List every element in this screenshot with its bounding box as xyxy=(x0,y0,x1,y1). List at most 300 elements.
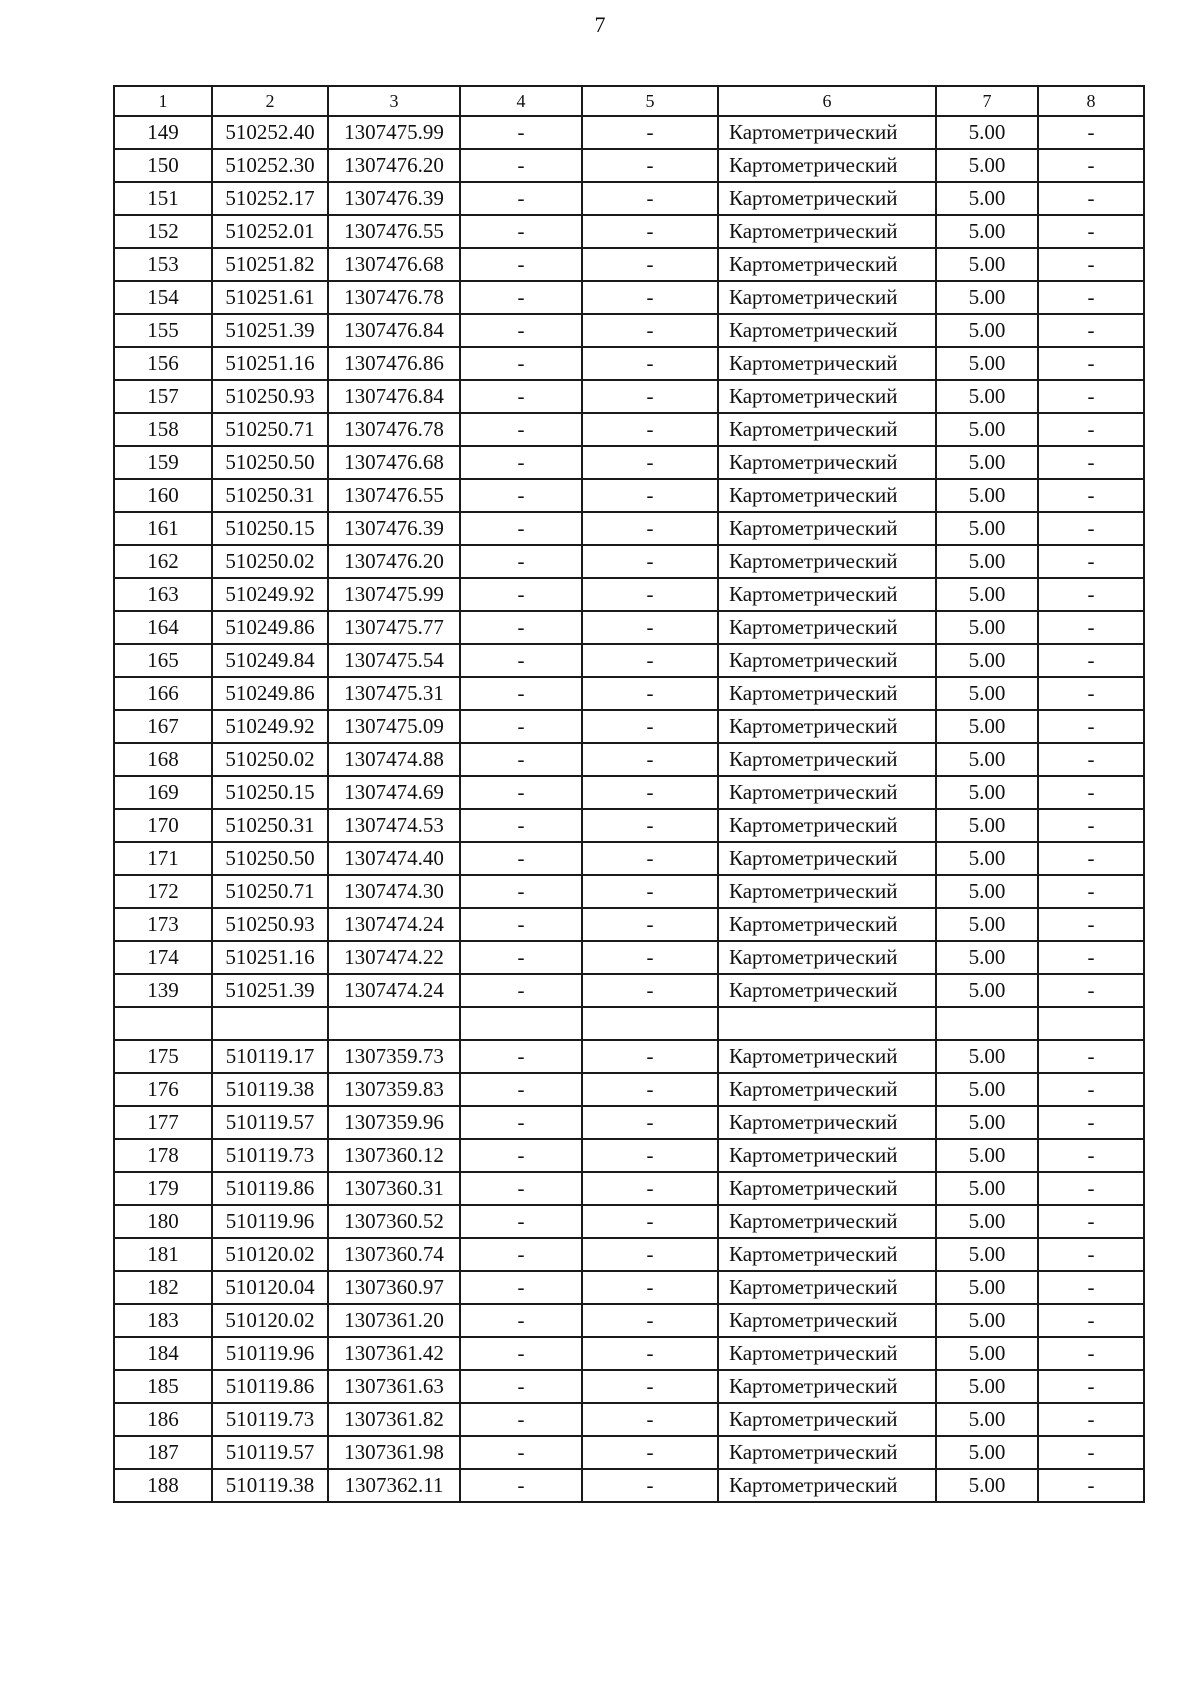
x-coordinate-cell: 510250.15 xyxy=(212,512,328,545)
y-coordinate-cell: 1307476.39 xyxy=(328,512,460,545)
accuracy-cell: 5.00 xyxy=(936,743,1038,776)
point-number-cell: 153 xyxy=(114,248,212,281)
point-number-cell: 173 xyxy=(114,908,212,941)
column-8-cell: - xyxy=(1038,545,1144,578)
column-8-cell: - xyxy=(1038,578,1144,611)
accuracy-cell: 5.00 xyxy=(936,1073,1038,1106)
column-5-cell: - xyxy=(582,1238,718,1271)
table-row xyxy=(114,215,1144,248)
method-cell: Картометрический xyxy=(718,1403,936,1436)
method-cell: Картометрический xyxy=(718,1271,936,1304)
accuracy-cell: 5.00 xyxy=(936,809,1038,842)
column-5-cell xyxy=(582,1007,718,1040)
column-5-cell: - xyxy=(582,776,718,809)
column-5-cell: - xyxy=(582,644,718,677)
column-4-cell: - xyxy=(460,743,582,776)
method-cell: Картометрический xyxy=(718,710,936,743)
accuracy-cell: 5.00 xyxy=(936,512,1038,545)
point-number-cell: 149 xyxy=(114,116,212,149)
y-coordinate-cell: 1307362.11 xyxy=(328,1469,460,1502)
method-cell: Картометрический xyxy=(718,314,936,347)
column-8-cell: - xyxy=(1038,941,1144,974)
accuracy-cell: 5.00 xyxy=(936,941,1038,974)
accuracy-cell: 5.00 xyxy=(936,1469,1038,1502)
column-5-cell: - xyxy=(582,446,718,479)
x-coordinate-cell: 510250.50 xyxy=(212,446,328,479)
column-5-cell: - xyxy=(582,413,718,446)
column-4-cell: - xyxy=(460,875,582,908)
column-8-cell: - xyxy=(1038,215,1144,248)
column-5-cell: - xyxy=(582,545,718,578)
accuracy-cell: 5.00 xyxy=(936,413,1038,446)
table-row xyxy=(114,1238,1144,1271)
column-4-cell: - xyxy=(460,677,582,710)
column-8-cell: - xyxy=(1038,380,1144,413)
x-coordinate-cell: 510119.96 xyxy=(212,1337,328,1370)
x-coordinate-cell: 510250.71 xyxy=(212,875,328,908)
table-row xyxy=(114,479,1144,512)
x-coordinate-cell: 510250.15 xyxy=(212,776,328,809)
method-cell: Картометрический xyxy=(718,1205,936,1238)
y-coordinate-cell: 1307476.68 xyxy=(328,446,460,479)
table-row xyxy=(114,314,1144,347)
column-8-cell: - xyxy=(1038,809,1144,842)
point-number-cell: 178 xyxy=(114,1139,212,1172)
table-row xyxy=(114,1304,1144,1337)
y-coordinate-cell: 1307475.31 xyxy=(328,677,460,710)
table-row xyxy=(114,1040,1144,1073)
x-coordinate-cell: 510250.31 xyxy=(212,479,328,512)
method-cell: Картометрический xyxy=(718,1436,936,1469)
table-row xyxy=(114,281,1144,314)
column-4-cell: - xyxy=(460,380,582,413)
column-8-cell: - xyxy=(1038,1205,1144,1238)
column-5-cell: - xyxy=(582,677,718,710)
column-4-cell: - xyxy=(460,446,582,479)
table-row xyxy=(114,347,1144,380)
column-5-cell: - xyxy=(582,380,718,413)
accuracy-cell: 5.00 xyxy=(936,182,1038,215)
x-coordinate-cell: 510119.57 xyxy=(212,1106,328,1139)
column-5-cell: - xyxy=(582,149,718,182)
column-5-cell: - xyxy=(582,1370,718,1403)
y-coordinate-cell: 1307476.84 xyxy=(328,314,460,347)
column-8-cell: - xyxy=(1038,1238,1144,1271)
column-5-cell: - xyxy=(582,1337,718,1370)
column-8-cell: - xyxy=(1038,1040,1144,1073)
accuracy-cell: 5.00 xyxy=(936,545,1038,578)
point-number-cell: 152 xyxy=(114,215,212,248)
column-4-cell: - xyxy=(460,710,582,743)
method-cell: Картометрический xyxy=(718,1139,936,1172)
point-number-cell: 176 xyxy=(114,1073,212,1106)
column-8-cell: - xyxy=(1038,644,1144,677)
column-header: 8 xyxy=(1038,86,1144,116)
y-coordinate-cell: 1307474.24 xyxy=(328,908,460,941)
x-coordinate-cell: 510251.16 xyxy=(212,347,328,380)
column-4-cell: - xyxy=(460,1238,582,1271)
column-4-cell: - xyxy=(460,1436,582,1469)
column-8-cell: - xyxy=(1038,446,1144,479)
x-coordinate-cell: 510250.02 xyxy=(212,743,328,776)
column-4-cell: - xyxy=(460,545,582,578)
x-coordinate-cell: 510251.16 xyxy=(212,941,328,974)
point-number-cell: 158 xyxy=(114,413,212,446)
column-8-cell: - xyxy=(1038,1271,1144,1304)
x-coordinate-cell: 510252.30 xyxy=(212,149,328,182)
table-row xyxy=(114,1172,1144,1205)
column-4-cell: - xyxy=(460,1337,582,1370)
method-cell xyxy=(718,1007,936,1040)
y-coordinate-cell: 1307474.69 xyxy=(328,776,460,809)
accuracy-cell: 5.00 xyxy=(936,776,1038,809)
table-row xyxy=(114,776,1144,809)
column-4-cell: - xyxy=(460,809,582,842)
point-number-cell: 150 xyxy=(114,149,212,182)
column-8-cell: - xyxy=(1038,248,1144,281)
column-4-cell: - xyxy=(460,182,582,215)
method-cell: Картометрический xyxy=(718,380,936,413)
table-row xyxy=(114,743,1144,776)
table-row xyxy=(114,512,1144,545)
x-coordinate-cell: 510249.92 xyxy=(212,710,328,743)
y-coordinate-cell: 1307361.82 xyxy=(328,1403,460,1436)
column-4-cell: - xyxy=(460,347,582,380)
y-coordinate-cell: 1307360.74 xyxy=(328,1238,460,1271)
method-cell: Картометрический xyxy=(718,479,936,512)
method-cell: Картометрический xyxy=(718,1172,936,1205)
table-row xyxy=(114,545,1144,578)
method-cell: Картометрический xyxy=(718,875,936,908)
column-5-cell: - xyxy=(582,1040,718,1073)
method-cell: Картометрический xyxy=(718,842,936,875)
column-8-cell: - xyxy=(1038,149,1144,182)
column-8-cell: - xyxy=(1038,1106,1144,1139)
column-4-cell: - xyxy=(460,1469,582,1502)
table-row xyxy=(114,1106,1144,1139)
coordinates-table xyxy=(113,85,1145,1503)
x-coordinate-cell: 510119.96 xyxy=(212,1205,328,1238)
column-5-cell: - xyxy=(582,875,718,908)
column-8-cell: - xyxy=(1038,512,1144,545)
column-5-cell: - xyxy=(582,248,718,281)
column-5-cell: - xyxy=(582,974,718,1007)
column-4-cell: - xyxy=(460,248,582,281)
method-cell: Картометрический xyxy=(718,677,936,710)
column-5-cell: - xyxy=(582,1304,718,1337)
column-4-cell: - xyxy=(460,644,582,677)
point-number-cell xyxy=(114,1007,212,1040)
column-8-cell: - xyxy=(1038,1073,1144,1106)
accuracy-cell: 5.00 xyxy=(936,380,1038,413)
column-5-cell: - xyxy=(582,1172,718,1205)
point-number-cell: 156 xyxy=(114,347,212,380)
column-8-cell: - xyxy=(1038,1139,1144,1172)
y-coordinate-cell: 1307359.83 xyxy=(328,1073,460,1106)
y-coordinate-cell: 1307359.73 xyxy=(328,1040,460,1073)
column-5-cell: - xyxy=(582,1403,718,1436)
y-coordinate-cell: 1307474.53 xyxy=(328,809,460,842)
y-coordinate-cell: 1307360.97 xyxy=(328,1271,460,1304)
column-8-cell: - xyxy=(1038,314,1144,347)
y-coordinate-cell: 1307361.63 xyxy=(328,1370,460,1403)
table-row xyxy=(114,248,1144,281)
y-coordinate-cell: 1307476.84 xyxy=(328,380,460,413)
column-4-cell: - xyxy=(460,842,582,875)
column-5-cell: - xyxy=(582,809,718,842)
accuracy-cell: 5.00 xyxy=(936,215,1038,248)
y-coordinate-cell xyxy=(328,1007,460,1040)
column-5-cell: - xyxy=(582,182,718,215)
column-header: 2 xyxy=(212,86,328,116)
column-5-cell: - xyxy=(582,710,718,743)
table-row xyxy=(114,644,1144,677)
column-4-cell: - xyxy=(460,314,582,347)
y-coordinate-cell: 1307474.30 xyxy=(328,875,460,908)
table-row xyxy=(114,710,1144,743)
column-5-cell: - xyxy=(582,1205,718,1238)
table-header-row xyxy=(114,86,1144,116)
column-header: 4 xyxy=(460,86,582,116)
x-coordinate-cell: 510119.38 xyxy=(212,1073,328,1106)
column-5-cell: - xyxy=(582,281,718,314)
point-number-cell: 185 xyxy=(114,1370,212,1403)
column-8-cell: - xyxy=(1038,776,1144,809)
x-coordinate-cell: 510119.86 xyxy=(212,1370,328,1403)
method-cell: Картометрический xyxy=(718,215,936,248)
y-coordinate-cell: 1307359.96 xyxy=(328,1106,460,1139)
column-4-cell: - xyxy=(460,611,582,644)
method-cell: Картометрический xyxy=(718,644,936,677)
column-header: 7 xyxy=(936,86,1038,116)
point-number-cell: 172 xyxy=(114,875,212,908)
x-coordinate-cell: 510251.39 xyxy=(212,974,328,1007)
y-coordinate-cell: 1307474.24 xyxy=(328,974,460,1007)
column-8-cell: - xyxy=(1038,611,1144,644)
column-5-cell: - xyxy=(582,611,718,644)
column-4-cell: - xyxy=(460,1271,582,1304)
column-8-cell: - xyxy=(1038,1337,1144,1370)
point-number-cell: 163 xyxy=(114,578,212,611)
point-number-cell: 169 xyxy=(114,776,212,809)
y-coordinate-cell: 1307476.68 xyxy=(328,248,460,281)
accuracy-cell: 5.00 xyxy=(936,1139,1038,1172)
x-coordinate-cell: 510251.61 xyxy=(212,281,328,314)
x-coordinate-cell: 510119.38 xyxy=(212,1469,328,1502)
y-coordinate-cell: 1307361.42 xyxy=(328,1337,460,1370)
method-cell: Картометрический xyxy=(718,446,936,479)
method-cell: Картометрический xyxy=(718,1106,936,1139)
point-number-cell: 162 xyxy=(114,545,212,578)
table-row xyxy=(114,974,1144,1007)
column-4-cell: - xyxy=(460,941,582,974)
x-coordinate-cell: 510119.73 xyxy=(212,1139,328,1172)
accuracy-cell: 5.00 xyxy=(936,314,1038,347)
column-4-cell: - xyxy=(460,149,582,182)
point-number-cell: 165 xyxy=(114,644,212,677)
table-row xyxy=(114,941,1144,974)
x-coordinate-cell: 510119.86 xyxy=(212,1172,328,1205)
accuracy-cell: 5.00 xyxy=(936,446,1038,479)
y-coordinate-cell: 1307476.78 xyxy=(328,281,460,314)
column-5-cell: - xyxy=(582,347,718,380)
table-row xyxy=(114,182,1144,215)
y-coordinate-cell: 1307360.31 xyxy=(328,1172,460,1205)
column-4-cell: - xyxy=(460,776,582,809)
column-5-cell: - xyxy=(582,578,718,611)
method-cell: Картометрический xyxy=(718,248,936,281)
y-coordinate-cell: 1307476.20 xyxy=(328,149,460,182)
method-cell: Картометрический xyxy=(718,908,936,941)
column-5-cell: - xyxy=(582,1139,718,1172)
column-8-cell: - xyxy=(1038,413,1144,446)
column-8-cell: - xyxy=(1038,743,1144,776)
y-coordinate-cell: 1307476.20 xyxy=(328,545,460,578)
column-5-cell: - xyxy=(582,1073,718,1106)
point-number-cell: 155 xyxy=(114,314,212,347)
column-4-cell xyxy=(460,1007,582,1040)
column-8-cell: - xyxy=(1038,677,1144,710)
column-4-cell: - xyxy=(460,908,582,941)
column-8-cell: - xyxy=(1038,710,1144,743)
point-number-cell: 160 xyxy=(114,479,212,512)
column-5-cell: - xyxy=(582,116,718,149)
column-8-cell: - xyxy=(1038,908,1144,941)
column-4-cell: - xyxy=(460,1040,582,1073)
point-number-cell: 170 xyxy=(114,809,212,842)
method-cell: Картометрический xyxy=(718,545,936,578)
x-coordinate-cell: 510251.82 xyxy=(212,248,328,281)
x-coordinate-cell: 510252.40 xyxy=(212,116,328,149)
column-8-cell: - xyxy=(1038,116,1144,149)
point-number-cell: 188 xyxy=(114,1469,212,1502)
accuracy-cell: 5.00 xyxy=(936,347,1038,380)
y-coordinate-cell: 1307474.40 xyxy=(328,842,460,875)
column-4-cell: - xyxy=(460,1139,582,1172)
column-4-cell: - xyxy=(460,413,582,446)
accuracy-cell: 5.00 xyxy=(936,1040,1038,1073)
accuracy-cell: 5.00 xyxy=(936,1370,1038,1403)
table-row xyxy=(114,908,1144,941)
column-5-cell: - xyxy=(582,1271,718,1304)
x-coordinate-cell: 510251.39 xyxy=(212,314,328,347)
accuracy-cell: 5.00 xyxy=(936,1403,1038,1436)
method-cell: Картометрический xyxy=(718,1469,936,1502)
y-coordinate-cell: 1307475.54 xyxy=(328,644,460,677)
table-row xyxy=(114,842,1144,875)
point-number-cell: 177 xyxy=(114,1106,212,1139)
x-coordinate-cell: 510119.57 xyxy=(212,1436,328,1469)
accuracy-cell xyxy=(936,1007,1038,1040)
method-cell: Картометрический xyxy=(718,1370,936,1403)
point-number-cell: 182 xyxy=(114,1271,212,1304)
method-cell: Картометрический xyxy=(718,347,936,380)
x-coordinate-cell: 510249.92 xyxy=(212,578,328,611)
y-coordinate-cell: 1307475.99 xyxy=(328,578,460,611)
point-number-cell: 167 xyxy=(114,710,212,743)
column-5-cell: - xyxy=(582,743,718,776)
point-number-cell: 187 xyxy=(114,1436,212,1469)
accuracy-cell: 5.00 xyxy=(936,1304,1038,1337)
method-cell: Картометрический xyxy=(718,1073,936,1106)
column-8-cell: - xyxy=(1038,347,1144,380)
point-number-cell: 175 xyxy=(114,1040,212,1073)
point-number-cell: 184 xyxy=(114,1337,212,1370)
x-coordinate-cell: 510250.93 xyxy=(212,380,328,413)
column-5-cell: - xyxy=(582,842,718,875)
column-5-cell: - xyxy=(582,479,718,512)
accuracy-cell: 5.00 xyxy=(936,248,1038,281)
x-coordinate-cell: 510252.17 xyxy=(212,182,328,215)
column-4-cell: - xyxy=(460,1106,582,1139)
method-cell: Картометрический xyxy=(718,281,936,314)
accuracy-cell: 5.00 xyxy=(936,1271,1038,1304)
point-number-cell: 180 xyxy=(114,1205,212,1238)
table-row xyxy=(114,1139,1144,1172)
accuracy-cell: 5.00 xyxy=(936,281,1038,314)
y-coordinate-cell: 1307474.88 xyxy=(328,743,460,776)
table-row xyxy=(114,446,1144,479)
column-8-cell: - xyxy=(1038,974,1144,1007)
method-cell: Картометрический xyxy=(718,149,936,182)
x-coordinate-cell: 510249.86 xyxy=(212,677,328,710)
table-row xyxy=(114,116,1144,149)
column-4-cell: - xyxy=(460,1073,582,1106)
accuracy-cell: 5.00 xyxy=(936,875,1038,908)
accuracy-cell: 5.00 xyxy=(936,1337,1038,1370)
accuracy-cell: 5.00 xyxy=(936,1106,1038,1139)
column-8-cell: - xyxy=(1038,1304,1144,1337)
column-5-cell: - xyxy=(582,941,718,974)
y-coordinate-cell: 1307476.86 xyxy=(328,347,460,380)
table-row xyxy=(114,413,1144,446)
table-row xyxy=(114,1337,1144,1370)
method-cell: Картометрический xyxy=(718,116,936,149)
column-8-cell: - xyxy=(1038,842,1144,875)
column-5-cell: - xyxy=(582,1469,718,1502)
table-row xyxy=(114,380,1144,413)
y-coordinate-cell: 1307475.09 xyxy=(328,710,460,743)
y-coordinate-cell: 1307476.78 xyxy=(328,413,460,446)
column-8-cell: - xyxy=(1038,281,1144,314)
column-8-cell: - xyxy=(1038,479,1144,512)
point-number-cell: 174 xyxy=(114,941,212,974)
accuracy-cell: 5.00 xyxy=(936,149,1038,182)
table-row xyxy=(114,1073,1144,1106)
column-5-cell: - xyxy=(582,1106,718,1139)
point-number-cell: 161 xyxy=(114,512,212,545)
accuracy-cell: 5.00 xyxy=(936,644,1038,677)
method-cell: Картометрический xyxy=(718,1304,936,1337)
table-row xyxy=(114,149,1144,182)
accuracy-cell: 5.00 xyxy=(936,710,1038,743)
table-row xyxy=(114,1205,1144,1238)
table-row xyxy=(114,1436,1144,1469)
method-cell: Картометрический xyxy=(718,182,936,215)
column-4-cell: - xyxy=(460,1370,582,1403)
column-5-cell: - xyxy=(582,908,718,941)
accuracy-cell: 5.00 xyxy=(936,842,1038,875)
table-row xyxy=(114,1271,1144,1304)
method-cell: Картометрический xyxy=(718,974,936,1007)
table-row xyxy=(114,611,1144,644)
x-coordinate-cell: 510249.84 xyxy=(212,644,328,677)
accuracy-cell: 5.00 xyxy=(936,677,1038,710)
point-number-cell: 179 xyxy=(114,1172,212,1205)
column-4-cell: - xyxy=(460,1304,582,1337)
x-coordinate-cell: 510120.02 xyxy=(212,1238,328,1271)
table-row xyxy=(114,677,1144,710)
